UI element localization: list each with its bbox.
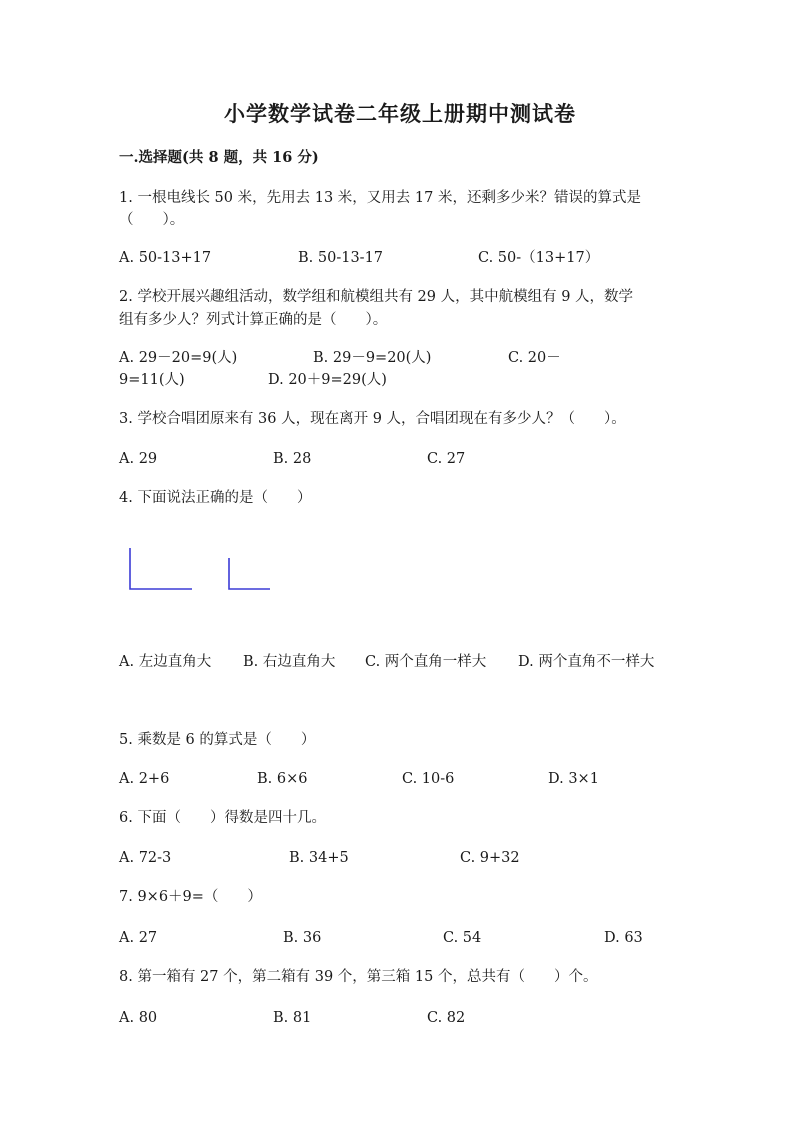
question-2-option-b[interactable]: B. 29－9=20(人) — [313, 350, 432, 366]
question-1-option-c[interactable]: C. 50-（13+17） — [478, 250, 600, 266]
question-5-text: 5. 乘数是 6 的算式是（ ） — [119, 732, 316, 748]
question-2-text-line-2: 组有多少人？列式计算正确的是（ ）。 — [119, 312, 388, 328]
right-angles-svg — [119, 545, 289, 600]
question-1-option-a[interactable]: A. 50-13+17 — [119, 250, 212, 266]
section-heading: 一.选择题(共 8 题，共 16 分) — [119, 149, 319, 166]
page-title: 小学数学试卷二年级上册期中测试卷 — [224, 101, 576, 126]
question-4-option-b[interactable]: B. 右边直角大 — [243, 654, 336, 670]
question-8-option-b[interactable]: B. 81 — [273, 1010, 312, 1026]
question-1-option-b[interactable]: B. 50-13-17 — [298, 250, 384, 266]
question-5-option-d[interactable]: D. 3×1 — [548, 771, 599, 787]
question-7-option-c[interactable]: C. 54 — [443, 930, 482, 946]
question-5-option-c[interactable]: C. 10-6 — [402, 771, 455, 787]
question-3-option-b[interactable]: B. 28 — [273, 451, 312, 467]
question-8-option-a[interactable]: A. 80 — [119, 1010, 158, 1026]
question-7-option-d[interactable]: D. 63 — [604, 930, 643, 946]
question-2-option-a[interactable]: A. 29－20=9(人) — [119, 350, 238, 366]
question-5-option-b[interactable]: B. 6×6 — [257, 771, 308, 787]
question-2-option-c-part-1[interactable]: C. 20－ — [508, 350, 561, 366]
question-2-text-line-1: 2. 学校开展兴趣组活动，数学组和航模组共有 29 人，其中航模组有 9 人，数学 — [119, 289, 634, 305]
question-5-option-a[interactable]: A. 2+6 — [119, 771, 170, 787]
question-3-text: 3. 学校合唱团原来有 36 人，现在离开 9 人，合唱团现在有多少人？（ ）。 — [119, 411, 626, 427]
question-7-option-b[interactable]: B. 36 — [283, 930, 322, 946]
question-1-text-line-2: （ ）。 — [119, 212, 185, 228]
question-2-option-c-part-2[interactable]: 9=11(人) — [119, 372, 185, 388]
question-3-option-a[interactable]: A. 29 — [119, 451, 158, 467]
question-1-text-line-1: 1. 一根电线长 50 米，先用去 13 米，又用去 17 米，还剩多少米？错误的算式是 — [119, 190, 641, 206]
question-6-option-a[interactable]: A. 72-3 — [119, 850, 172, 866]
question-2-option-d[interactable]: D. 20＋9=29(人) — [268, 372, 387, 388]
question-7-option-a[interactable]: A. 27 — [119, 930, 158, 946]
question-4-option-a[interactable]: A. 左边直角大 — [119, 654, 212, 670]
question-8-option-c[interactable]: C. 82 — [427, 1010, 466, 1026]
question-4-option-c[interactable]: C. 两个直角一样大 — [365, 654, 487, 670]
right-right-angle — [229, 558, 270, 589]
left-right-angle — [130, 548, 192, 589]
question-4-option-d[interactable]: D. 两个直角不一样大 — [518, 654, 655, 670]
question-8-text: 8. 第一箱有 27 个，第二箱有 39 个，第三箱 15 个，总共有（ ）个。 — [119, 969, 598, 985]
question-4-text: 4. 下面说法正确的是（ ） — [119, 490, 312, 506]
question-3-option-c[interactable]: C. 27 — [427, 451, 466, 467]
question-6-text: 6. 下面（ ）得数是四十几。 — [119, 810, 326, 826]
right-angles-figure — [119, 545, 289, 604]
question-7-text: 7. 9×6＋9=（ ） — [119, 889, 262, 905]
question-6-option-c[interactable]: C. 9+32 — [460, 850, 520, 866]
question-6-option-b[interactable]: B. 34+5 — [289, 850, 349, 866]
